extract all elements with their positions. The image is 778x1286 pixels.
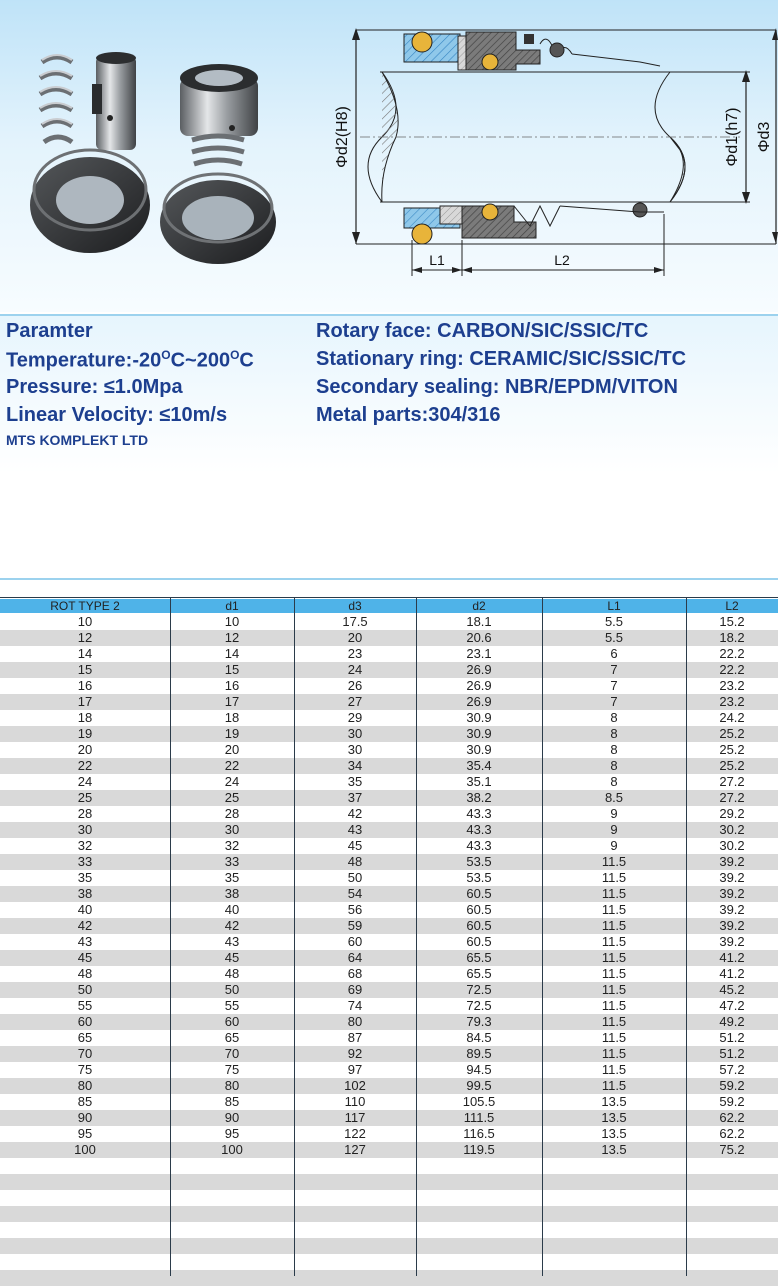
table-cell: 43 [77,934,93,949]
table-row [0,822,778,838]
table-cell: 68 [347,966,363,981]
table-cell: 51.2 [719,1046,745,1061]
table-cell: 54 [347,886,363,901]
table-cell: 28 [224,806,240,821]
seal-photo-left [30,52,150,253]
table-row [0,1062,778,1078]
table-cell: 22.2 [719,646,745,661]
table-cell: 11.5 [601,1046,627,1061]
table-row [0,902,778,918]
company-name: MTS KOMPLEKT LTD [6,432,149,448]
table-row [0,886,778,902]
parameters-section [0,316,778,578]
table-row [0,630,778,646]
product-illustration [0,0,778,312]
table-cell: 80 [347,1014,363,1029]
table-cell: 116.5 [463,1126,495,1141]
table-cell: 23 [347,646,363,661]
table-cell: 30 [347,742,363,757]
table-cell: 39.2 [719,854,745,869]
table-cell: 50 [347,870,363,885]
table-column-border [542,598,543,1276]
table-cell: 43.3 [466,822,492,837]
table-cell: 35 [77,870,93,885]
table-row [0,1270,778,1286]
table-cell: 40 [224,902,240,917]
table-cell: 8.5 [604,790,624,805]
table-cell: 30 [347,726,363,741]
product-banner [0,0,778,312]
table-cell: 11.5 [601,1062,627,1077]
table-row [0,934,778,950]
table-cell: 28 [77,806,93,821]
table-cell: 64 [347,950,363,965]
table-cell: 57.2 [719,1062,745,1077]
table-cell: 39.2 [719,902,745,917]
label-d2: Φd2(H8) [334,106,351,168]
table-cell: 95 [77,1126,93,1141]
table-row [0,1190,778,1206]
table-cell: 5.5 [604,614,624,629]
table-cell: 20.6 [466,630,492,645]
table-cell: 117 [344,1110,366,1125]
table-cell: 39.2 [719,918,745,933]
table-cell: 11.5 [601,870,627,885]
table-cell: 11.5 [601,950,627,965]
table-cell: 13.5 [601,1110,627,1125]
table-cell: 62.2 [719,1126,745,1141]
table-header-cell: ROT TYPE 2 [50,599,120,613]
table-cell: 9 [610,822,618,837]
table-row [0,662,778,678]
table-cell: 11.5 [601,934,627,949]
table-row [0,790,778,806]
table-cell: 11.5 [601,966,627,981]
table-cell: 127 [344,1142,366,1157]
table-cell: 19 [224,726,240,741]
table-cell: 48 [77,966,93,981]
table-row [0,1206,778,1222]
table-cell: 10 [224,614,240,629]
table-cell: 11.5 [601,918,627,933]
table-cell: 60 [224,1014,240,1029]
table-cell: 7 [610,694,618,709]
table-cell: 29.2 [719,806,745,821]
table-column-border [294,598,295,1276]
table-cell: 51.2 [719,1030,745,1045]
table-cell: 30 [77,822,93,837]
table-cell: 20 [224,742,240,757]
table-cell: 8 [610,774,618,789]
table-cell: 99.5 [466,1078,492,1093]
table-row [0,1110,778,1126]
param-velocity: Linear Velocity: ≤10m/s [6,404,228,426]
table-cell: 14 [224,646,240,661]
table-row [0,918,778,934]
table-cell: 45.2 [719,982,745,997]
table-cell: 22.2 [719,662,745,677]
table-row [0,1222,778,1238]
table-row [0,742,778,758]
table-cell: 38 [224,886,240,901]
table-cell: 30.2 [719,822,745,837]
table-row [0,1094,778,1110]
table-cell: 39.2 [719,870,745,885]
param-secondary-sealing: Secondary sealing: NBR/EPDM/VITON [316,376,678,398]
table-cell: 18.2 [719,630,745,645]
table-cell: 17.5 [342,614,368,629]
table-cell: 13.5 [601,1094,627,1109]
table-cell: 7 [610,678,618,693]
table-cell: 70 [77,1046,93,1061]
table-cell: 43 [224,934,240,949]
table-cell: 35 [224,870,240,885]
table-cell: 12 [224,630,240,645]
param-pressure: Pressure: ≤1.0Mpa [6,376,183,398]
table-cell: 8 [610,726,618,741]
table-cell: 10 [77,614,93,629]
table-row [0,854,778,870]
table-row [0,646,778,662]
table-cell: 5.5 [604,630,624,645]
table-cell: 18 [77,710,93,725]
table-cell: 8 [610,710,618,725]
label-l1: L1 [429,252,445,268]
table-row [0,1014,778,1030]
table-cell: 26.9 [466,694,492,709]
table-row [0,966,778,982]
table-cell: 53.5 [466,870,492,885]
table-cell: 53.5 [466,854,492,869]
table-cell: 27 [347,694,363,709]
table-row [0,1158,778,1174]
table-cell: 15 [77,662,93,677]
param-rotary-face: Rotary face: CARBON/SIC/SSIC/TC [316,320,649,342]
table-row [0,1142,778,1158]
table-cell: 30.9 [466,742,492,757]
table-cell: 33 [77,854,93,869]
table-row [0,1238,778,1254]
table-header-cell: d2 [472,599,486,613]
table-cell: 24 [224,774,240,789]
table-cell: 35.4 [466,758,492,773]
table-cell: 18 [224,710,240,725]
table-header-cell: d1 [225,599,239,613]
table-cell: 15 [224,662,240,677]
table-cell: 25.2 [719,742,745,757]
table-cell: 60.5 [466,886,492,901]
table-column-border [170,598,171,1276]
table-cell: 111.5 [463,1110,495,1125]
table-row [0,806,778,822]
table-cell: 24 [77,774,93,789]
label-d1: Φd1(h7) [724,107,741,167]
table-cell: 65.5 [466,966,492,981]
table-cell: 72.5 [466,982,492,997]
table-cell: 65 [77,1030,93,1045]
table-cell: 33 [224,854,240,869]
table-cell: 39.2 [719,934,745,949]
table-cell: 23.2 [719,694,745,709]
table-row [0,998,778,1014]
table-cell: 22 [224,758,240,773]
table-cell: 50 [77,982,93,997]
table-cell: 60.5 [466,902,492,917]
table-cell: 17 [224,694,240,709]
table-cell: 25 [224,790,240,805]
table-cell: 9 [610,838,618,853]
table-cell: 69 [347,982,363,997]
table-cell: 14 [77,646,93,661]
table-cell: 55 [224,998,240,1013]
param-title: Paramter [6,320,93,342]
table-cell: 43 [347,822,363,837]
table-cell: 65 [224,1030,240,1045]
table-cell: 75 [224,1062,240,1077]
table-cell: 30.2 [719,838,745,853]
table-cell: 23.2 [719,678,745,693]
table-row [0,1254,778,1270]
table-row [0,774,778,790]
table-cell: 55 [77,998,93,1013]
seal-photo-right [160,64,276,264]
table-cell: 11.5 [601,998,627,1013]
table-cell: 60 [77,1014,93,1029]
table-cell: 79.3 [466,1014,492,1029]
table-row [0,1030,778,1046]
table-row [0,1046,778,1062]
table-cell: 84.5 [466,1030,492,1045]
table-row [0,1078,778,1094]
table-cell: 90 [224,1110,240,1125]
table-cell: 24 [347,662,363,677]
table-cell: 19 [77,726,93,741]
table-border [0,597,778,598]
table-row [0,710,778,726]
dimensions-table [0,590,778,1276]
table-row [0,694,778,710]
table-cell: 12 [77,630,93,645]
table-cell: 16 [77,678,93,693]
table-cell: 59.2 [719,1078,745,1093]
table-cell: 80 [224,1078,240,1093]
table-cell: 90 [77,1110,93,1125]
table-cell: 49.2 [719,1014,745,1029]
table-row [0,950,778,966]
table-cell: 95 [224,1126,240,1141]
table-cell: 30.9 [466,710,492,725]
table-cell: 7 [610,662,618,677]
table-cell: 30 [224,822,240,837]
table-header-cell: L2 [725,599,739,613]
param-stationary-ring: Stationary ring: CERAMIC/SIC/SSIC/TC [316,348,687,370]
table-cell: 41.2 [719,950,745,965]
table-cell: 122 [344,1126,366,1141]
table-cell: 13.5 [601,1126,627,1141]
table-cell: 22 [77,758,93,773]
table-cell: 119.5 [463,1142,495,1157]
table-cell: 24.2 [719,710,745,725]
table-cell: 97 [347,1062,363,1077]
table-cell: 70 [224,1046,240,1061]
table-cell: 62.2 [719,1110,745,1125]
table-row [0,870,778,886]
table-cell: 85 [224,1094,240,1109]
table-cell: 11.5 [601,886,627,901]
table-cell: 72.5 [466,998,492,1013]
table-cell: 48 [224,966,240,981]
table-cell: 42 [347,806,363,821]
table-cell: 25 [77,790,93,805]
table-cell: 11.5 [601,854,627,869]
table-cell: 37 [347,790,363,805]
table-cell: 11.5 [601,1014,627,1029]
table-cell: 8 [610,742,618,757]
table-cell: 25.2 [719,758,745,773]
table-cell: 26.9 [466,662,492,677]
table-cell: 42 [224,918,240,933]
table-cell: 9 [610,806,618,821]
param-metal-parts: Metal parts:304/316 [316,404,501,426]
table-row [0,614,778,630]
table-cell: 25.2 [719,726,745,741]
table-cell: 102 [344,1078,366,1093]
table-cell: 75.2 [719,1142,745,1157]
table-cell: 39.2 [719,886,745,901]
table-cell: 60.5 [466,918,492,933]
table-cell: 13.5 [601,1142,627,1157]
table-cell: 15.2 [719,614,745,629]
table-cell: 11.5 [601,1078,627,1093]
table-cell: 87 [347,1030,363,1045]
table-cell: 26 [347,678,363,693]
table-cell: 85 [77,1094,93,1109]
table-cell: 17 [77,694,93,709]
table-row [0,726,778,742]
table-cell: 34 [347,758,363,773]
table-cell: 30.9 [466,726,492,741]
table-cell: 35.1 [466,774,492,789]
table-cell: 56 [347,902,363,917]
table-row [0,1126,778,1142]
table-header-cell: L1 [607,599,621,613]
table-cell: 26.9 [466,678,492,693]
section-divider [0,578,778,580]
table-cell: 40 [77,902,93,917]
table-cell: 27.2 [719,774,745,789]
table-cell: 50 [224,982,240,997]
table-cell: 75 [77,1062,93,1077]
table-cell: 110 [344,1094,366,1109]
table-cell: 38 [77,886,93,901]
table-cell: 45 [77,950,93,965]
label-l2: L2 [554,252,570,268]
table-cell: 42 [77,918,93,933]
table-cell: 59 [347,918,363,933]
table-cell: 105.5 [462,1094,496,1109]
table-cell: 20 [347,630,363,645]
table-cell: 45 [224,950,240,965]
table-cell: 16 [224,678,240,693]
table-cell: 32 [77,838,93,853]
table-cell: 29 [347,710,363,725]
table-cell: 41.2 [719,966,745,981]
table-cell: 38.2 [466,790,492,805]
table-cell: 8 [610,758,618,773]
seal-technical-drawing [334,28,778,276]
table-column-border [686,598,687,1276]
table-cell: 43.3 [466,806,492,821]
table-row [0,678,778,694]
label-d3: Φd3 [756,121,773,153]
table-row [0,982,778,998]
table-cell: 6 [610,646,618,661]
table-cell: 11.5 [601,982,627,997]
table-cell: 43.3 [466,838,492,853]
param-temperature: $Temperature:-20^OC\sim 200^OC$ [6,348,254,372]
table-cell: 59.2 [719,1094,745,1109]
table-row [0,758,778,774]
table-cell: 35 [347,774,363,789]
table-cell: 48 [347,854,363,869]
table-cell: 32 [224,838,240,853]
table-cell: 89.5 [466,1046,492,1061]
table-cell: 23.1 [466,646,492,661]
table-cell: 65.5 [466,950,492,965]
table-cell: 11.5 [601,902,627,917]
table-cell: 100 [74,1142,96,1157]
table-cell: 18.1 [466,614,492,629]
table-cell: 27.2 [719,790,745,805]
table-cell: 11.5 [601,1030,627,1045]
table-cell: 20 [77,742,93,757]
table-cell: 74 [347,998,363,1013]
table-cell: 100 [221,1142,243,1157]
table-cell: 47.2 [719,998,745,1013]
table-column-border [416,598,417,1276]
table-row [0,838,778,854]
table-cell: 80 [77,1078,93,1093]
table-cell: 60.5 [466,934,492,949]
table-cell: 60 [347,934,363,949]
table-cell: 45 [347,838,363,853]
table-cell: 92 [347,1046,363,1061]
table-cell: 94.5 [466,1062,492,1077]
table-header-cell: d3 [348,599,362,613]
table-row [0,1174,778,1190]
